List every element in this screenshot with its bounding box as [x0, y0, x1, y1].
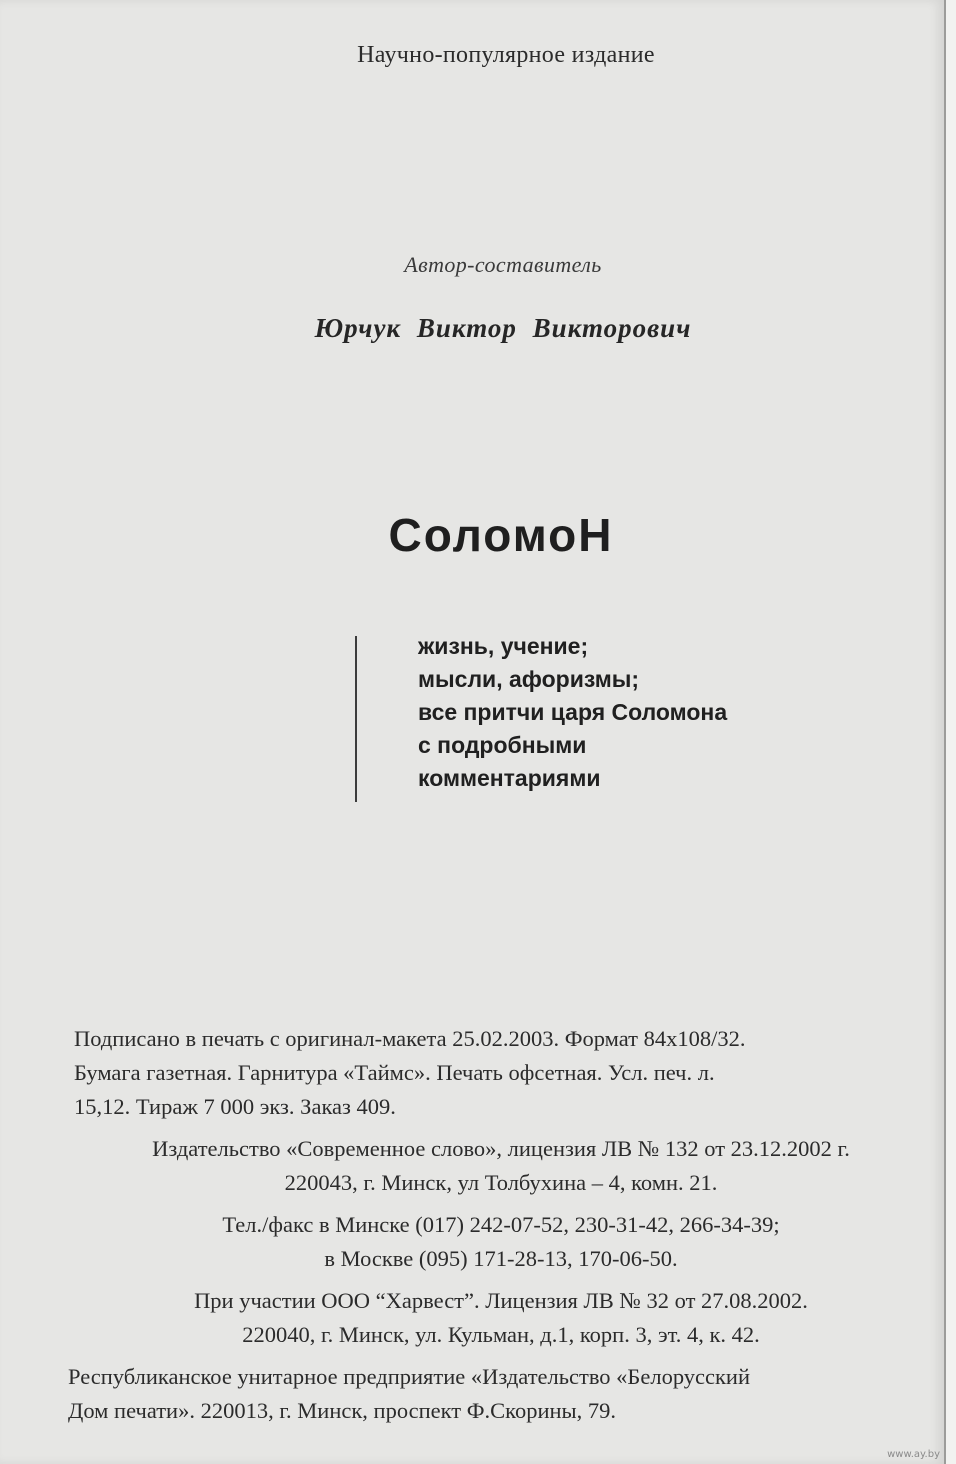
subtitle-line: жизнь, учение;: [418, 633, 589, 659]
author-role: Автор-составитель: [404, 252, 602, 277]
subtitle-line: мысли, афоризмы;: [418, 666, 640, 692]
partner-info: [60, 1284, 930, 1352]
imprint-line: Бумага газетная. Гарнитура «Таймс». Печать офсетная. Усл. печ. л.: [74, 1060, 715, 1085]
imprint-line: При участии ООО “Харвест”. Лицензия ЛВ № 32 от 27.08.2002.: [194, 1288, 808, 1313]
imprint-line: 220040, г. Минск, ул. Кульман, д.1, корп. 3, эт. 4, к. 42.: [242, 1322, 760, 1347]
imprint-line: 15,12. Тираж 7 000 экз. Заказ 409.: [74, 1094, 396, 1119]
imprint-line: Издательство «Современное слово», лицензия ЛВ № 132 от 23.12.2002 г.: [152, 1136, 850, 1161]
subtitle-line: с подробными: [418, 732, 587, 758]
imprint-line: в Москве (095) 171-28-13, 170-06-50.: [324, 1246, 678, 1271]
subtitle-divider: [355, 636, 357, 802]
imprint-line: 220043, г. Минск, ул Толбухина – 4, комн. 21.: [284, 1170, 718, 1195]
imprint-line: Подписано в печать с оригинал-макета 25.02.2003. Формат 84x108/32.: [74, 1026, 746, 1051]
publisher-info: [60, 1132, 930, 1200]
subtitle-line: комментариями: [418, 765, 601, 791]
printer-info: [68, 1360, 930, 1428]
page-edge: [946, 0, 956, 1464]
contact-info: [60, 1208, 930, 1276]
book-title: СоломоН: [388, 509, 614, 561]
imprint: [60, 1022, 930, 1428]
imprint-line: Тел./факс в Минске (017) 242-07-52, 230-31-42, 266-34-39;: [222, 1212, 780, 1237]
subtitle-line: все притчи царя Соломона: [418, 699, 728, 725]
watermark: www.ay.by: [887, 1449, 940, 1460]
imprint-line: Дом печати». 220013, г. Минск, проспект Ф.Скорины, 79.: [68, 1398, 617, 1423]
imprint-line: Республиканское унитарное предприятие «Издательство «Белорусский: [68, 1364, 751, 1389]
author-name: Юрчук Виктор Викторович: [314, 313, 692, 343]
print-info: [74, 1022, 930, 1124]
subtitle: [418, 630, 727, 795]
series-label: Научно-популярное издание: [357, 42, 655, 68]
